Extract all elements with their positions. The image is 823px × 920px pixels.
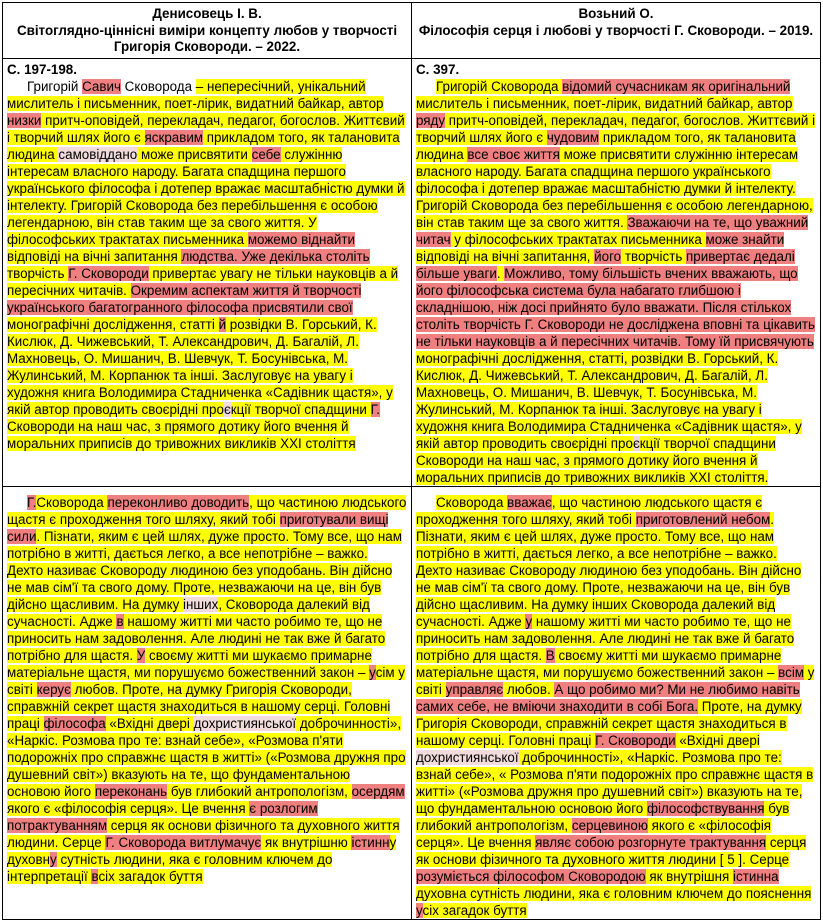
text-segment: Сковорода (120, 78, 196, 94)
right-cell-1 (412, 58, 821, 486)
text-segment: , Сковорода далекий від сучасності. Адже (7, 596, 370, 629)
text-segment: «Вхідні двері (105, 715, 194, 731)
text-segment: якого є «філософія серця». Це вчення (416, 817, 772, 850)
text-segment: у (50, 851, 57, 867)
text-segment: нашому житті ми часто робимо те, що не приносить нам задоволення. Але людині не так вже й багато потрібно для щастя. (7, 613, 386, 663)
text-segment: був глибокий антропологізм, (167, 783, 352, 799)
text-segment: У (136, 647, 146, 663)
text-segment: сутність людини, яка є головним ключем до інтерпретації (7, 851, 333, 884)
text-segment: любов. Проте, на думку Григорія Сковороди, справжній секрет щастя знаходиться в нашому серці. Головні праці (7, 681, 391, 731)
text-segment: Сковорода (436, 494, 508, 510)
left-cell-2 (3, 486, 412, 919)
text-segment: притч-оповідей, перекладач, педагог, богослов. Життєвий і творчий шлях його є (416, 112, 816, 145)
text-segment: Можливо, тому більшість вчених вважають, що його філософська система була набагато глибшою і складнішою, ніж досі прийнято було вважати. Після стількох століть творчість Г. Сковороди не досліджена вповні та цікавить не тільки науковців а й пересічних читачів. Тому їй присвячують (416, 265, 816, 349)
text-segment: Г. (27, 494, 37, 510)
text-segment: істинн (351, 834, 390, 850)
text-segment: й (218, 316, 227, 332)
text-segment: сіх загадок буття (98, 868, 203, 884)
text-segment: у (389, 834, 397, 850)
text-segment: , що частиною людського щастя є проходження того шляху, який тобі (7, 494, 407, 527)
comparison-row-1 (3, 58, 821, 486)
text-segment: «Вхідні двері (675, 732, 760, 748)
text-segment: може присвятити служінню інтересам власного народу. Багата спадщина першого українського філософа і дотепер вражає масштабністю думки й інтелекту. Григорій Сковорода без перебільшення є особою легендарною, він став таким ще за свого життя. (416, 146, 813, 230)
text-segment: своєму житті ми шукаємо примарне матеріальне щастя, ми порушуємо божественний закон – (7, 647, 372, 680)
text-segment: вважає (507, 494, 552, 510)
text-segment: людства. Уже декілька століть (181, 248, 370, 264)
text-segment: дохристиянської (193, 715, 297, 731)
text-segment: дохристиянської (416, 749, 519, 765)
left-passage-2 (7, 494, 407, 885)
text-segment: у (525, 613, 533, 629)
right-header (412, 3, 821, 59)
text-segment: може знайти (705, 231, 785, 247)
text-segment: творчість (7, 265, 69, 281)
text-segment: духовна сутність людини, яка є головним ключем до пояснення (416, 885, 812, 901)
text-segment: приготували вищі сили (7, 511, 389, 544)
text-segment: Савич (82, 78, 121, 94)
text-segment: в (116, 613, 124, 629)
text-segment: низки (7, 112, 42, 128)
text-segment: сім у світі (7, 664, 405, 697)
text-segment: Проте, на думку Григорія Сковороди, справжній секрет щастя знаходиться в нашому серці. Головні праці (416, 698, 802, 748)
text-segment: Зважаючи на те, що уважний читач (416, 214, 809, 247)
text-segment: можемо віднайти (247, 231, 355, 247)
text-segment: творчість (621, 248, 687, 264)
text-segment: є (632, 435, 640, 451)
right-page-ref: С. 397. (416, 61, 460, 77)
text-segment: переконливо доводить (107, 494, 250, 510)
text-segment: управляє (445, 681, 504, 697)
text-segment: як внутрішня (645, 868, 734, 884)
text-segment: притч-оповідей, перекладач, педагог, богослов. Життєвий і творчий шлях його є (7, 112, 405, 145)
right-cell-2 (412, 486, 821, 919)
left-author: Денисовець І. В. (152, 6, 262, 21)
text-segment: , що частиною людського щастя є проходження того шляху, який тобі (416, 494, 763, 527)
text-segment: свої (327, 299, 353, 315)
text-segment: Г. Сковороди (68, 265, 149, 281)
text-segment: інших (183, 596, 219, 612)
text-segment: монографічні дослідження, статті, розвідки В. Горський, К. Кислюк, Д. Чижевський, Т. Александрович, Д. Багалій, Л. Махновець, О. Мишанич, В. Шевчук, Т. Босунівська, М. Жулинський, М. Корпанюк та інші. Заслуговує на увагу і художня книга Володимира Стадниченка «Садівник щастя», у якій автор проводить своєрідні про (416, 350, 802, 451)
text-segment: являє собою розгорнуте трактування (535, 834, 767, 850)
text-segment: Григорій (27, 78, 83, 94)
text-segment: самовіддано (58, 146, 138, 162)
text-segment: Григорій Сковорода (436, 78, 563, 94)
text-segment: у (416, 902, 423, 918)
text-segment: розвідки В. Горський, К. Кислюк, Д. Чижевський, Т. Александрович, Д. Багалій, Л. Махновець, О. Мишанич, В. Шевчук, Т. Босунівська, М. Жулинський, М. Корпанюк та інші. Заслуговує на увагу і художня книга Володимира Стадниченка «Садівник щастя», у якій автор проводить своєрідні про (7, 316, 393, 417)
right-author: Возьний О. (578, 6, 654, 21)
left-passage-1 (7, 78, 407, 452)
text-segment: кції творчої спадщини (230, 401, 371, 417)
text-segment: кції творчої спадщини Сковороди на наш час, з прямого дотику його вчення й моральних приписів до тривожних викликів XXI століття. (416, 435, 776, 485)
text-segment: доброчинності», «Наркіс. Розмова про те: взнай себе», «Розмова п'яти подорожніх про справжнє щастя в житті» («Розмова дружня про душевний світ») вказують на те, що фундаментальною основою його (7, 715, 406, 799)
text-segment: якого є «філософія серця». Це вчення (7, 800, 250, 816)
right-passage-2 (416, 494, 816, 919)
text-segment: у (369, 664, 376, 680)
text-segment: є розлогим потрактуванням (7, 800, 318, 833)
text-segment: чудовим (546, 129, 600, 145)
text-segment: нашому житті ми часто робимо те, що не приносить нам задоволення. Але людині не так вже й багато потрібно для щастя. (416, 613, 795, 663)
text-segment: серця як основи фізичного та духовного життя людини [ 5 ]. Серце (416, 834, 807, 867)
text-segment: філософа (43, 715, 106, 731)
text-segment: привертає дедалі більше уваги (416, 248, 795, 281)
text-segment: осердям (351, 783, 405, 799)
text-segment: керує (36, 681, 71, 697)
text-segment: всім (778, 664, 804, 680)
text-segment: мислитель і письменник, поет-лірик, видатний байкар, автор (416, 95, 793, 111)
text-segment: прикладом того, як талановита людина (416, 129, 796, 162)
text-segment: серцевиною (571, 817, 648, 833)
left-header (3, 3, 412, 59)
text-segment: сіх загадок буття (422, 902, 527, 918)
text-segment: своєму житті ми шукаємо примарне матеріальне щастя, ми порушуємо божественний закон – (416, 647, 782, 680)
text-segment: все своє життя (467, 146, 560, 162)
text-segment: В (545, 647, 555, 663)
left-page-ref: С. 197-198. (7, 61, 77, 77)
text-segment: відповіді на вічні запитання (7, 248, 182, 264)
text-segment: . (496, 265, 505, 281)
text-segment: істинна (733, 868, 779, 884)
text-segment: любов. (503, 681, 555, 697)
text-segment: Г. Сковорода витлумачує (105, 834, 262, 850)
text-segment: себе (251, 146, 281, 162)
text-segment: Г. (370, 401, 380, 417)
text-segment: Окремим аспектам життя й творчості українського багатогранного філософа присвятили (7, 282, 362, 315)
text-segment: Сковороди на наш час, з прямого дотику його вчення й моральних приписів до тривожних викликів XXI століття (7, 418, 356, 451)
text-segment: відомий сучасникам як оригінальний (562, 78, 791, 94)
text-segment: доброчинності», «Наркіс. Розмова про те: взнай себе», « Розмова п'яти подорожніх про справжнє щастя в житті» («Розмова дружня про душевний світ») вказують на те, що фундаментальною основою його (416, 749, 814, 816)
right-passage-1 (416, 78, 816, 486)
text-segment: філософствування (646, 800, 765, 816)
text-segment: в (91, 868, 99, 884)
text-segment: прикладом того, як талановита людина (7, 129, 400, 162)
text-segment: його (594, 248, 622, 264)
text-segment: приготовлений небом (635, 511, 771, 527)
comparison-table (2, 2, 821, 920)
text-segment: як внутрішню (261, 834, 352, 850)
text-segment: Г. Сковороди (595, 732, 676, 748)
text-segment: у філософських трактатах письменника (450, 231, 706, 247)
text-segment: є (223, 401, 231, 417)
text-segment: А що робимо ми? Ми не любимо навіть самих себе, не вміючи знаходити в собі Бога. (416, 681, 800, 714)
text-segment: відповіді на вічні запитання, (416, 248, 595, 264)
text-segment: служінню інтересам власного народу. Багата спадщина першого українського філософа і дотепер вражає масштабністю думки й інтелекту. Григорій Сковорода без перебільшення є особою легендарною, він став таким ще за свого життя. У філософських трактатах письменника (7, 146, 405, 247)
text-segment: яскравим (144, 129, 204, 145)
text-segment: . Пізнати, яким є цей шлях, дуже просто. Тому все, що нам потрібно в житті, дається легко, а все непотрібне – важко. Дехто називає Сковороду людиною без уподобань. Він дійсно не мав сім'ї та свого дому. Проте, незважаючи на це, він був дійсно щасливим. На думку (7, 528, 402, 612)
text-segment: переконань (94, 783, 168, 799)
text-segment: духовн (7, 851, 51, 867)
text-segment: привертає увагу не тільки науковців а й пересічних читачів. (7, 265, 399, 298)
text-segment: монографічні дослідження, статті (7, 316, 219, 332)
text-segment: – непересічний, унікальний мислитель і письменник, поет-лірик, видатний байкар, автор (7, 78, 384, 111)
text-segment: розуміється філософом Сковородою (416, 868, 646, 884)
text-segment: . Пізнати, яким є цей шлях, дуже просто. Тому все, що нам потрібно в житті, дається легко, а все непотрібне – важко. Дехто називає Сковороду людиною без уподобань. Він дійсно не мав сім'ї та свого дому. Проте, незважаючи на це, він був дійсно щасливим. На думку інших Сковорода далекий від сучасності. Адже (416, 511, 802, 629)
left-source-title: Світоглядно-ціннісні виміри концепту любов у творчості Григорія Сковороди. – 2022. (16, 22, 398, 54)
text-segment: може присвятити (137, 146, 252, 162)
comparison-row-2 (3, 486, 821, 919)
text-segment: серця як основи фізичного та духовного життя людини. Серце (7, 817, 400, 850)
text-segment: ряду (416, 112, 446, 128)
right-source-title: Філософія серця і любові у творчості Г. Сковороди. – 2019. (418, 22, 814, 38)
text-segment: Сковорода (36, 494, 108, 510)
text-segment: у світі (416, 664, 815, 697)
left-cell-1 (3, 58, 412, 486)
header-row (3, 3, 821, 59)
text-segment: був глибокий антропологізм, (416, 800, 790, 833)
